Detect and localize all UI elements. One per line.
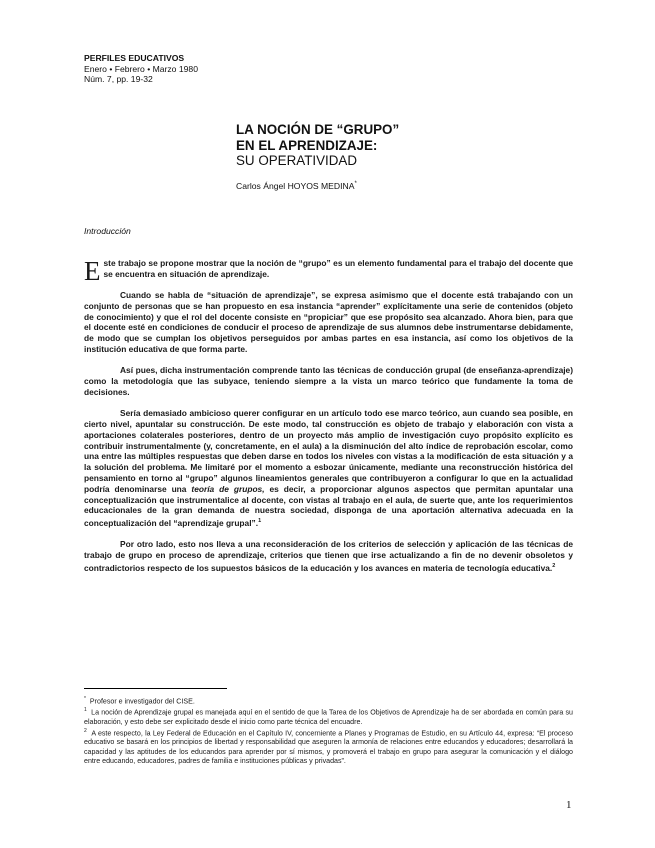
author-name: Carlos Ángel HOYOS MEDINA: [236, 181, 355, 191]
footnote-ref-2: 2: [552, 562, 556, 569]
footnote-1-text: La noción de Aprendizaje grupal es manejada aquí en el sentido de que la Tarea de los Objetivos de Aprendizaje ha de ser abordada en común para su elaboración, y esto debe ser explicitado desde el inicio como parte técnica del encuadre.: [84, 708, 573, 726]
paragraph-4: [84, 408, 573, 529]
author-footnote-mark: *: [354, 181, 357, 188]
footnote-1-mark: 1: [84, 707, 87, 714]
article-title-block: [236, 122, 400, 191]
section-heading: Introducción: [84, 226, 131, 236]
journal-header: [84, 53, 198, 85]
footnote-1: [84, 706, 573, 727]
paragraph-4-text-b: es decir, a proporcionar algunos aspectos que permitan apuntalar una conceptualización que instrumentalice al docente, con vistas al trabajo en el aula, de suerte que, ante los requerimientos educacionales de la gran demanda de nuestra sociedad, disponga de una aportación alternativa adecuada en la conceptualización del “aprendizaje grupal”.: [84, 483, 574, 529]
footnote-ref-1: 1: [258, 518, 262, 525]
footnote-author: [84, 695, 573, 706]
paragraph-2: Cuando se habla de “situación de aprendizaje”, se expresa asimismo que el docente está trabajando con un conjunto de personas que se han propuesto en esa instancia “aprender” explícitamente una serie de contenidos (objeto de conocimiento) y que el rol del docente consiste en “propiciar” que ese propósito sea alcanzado. Ahora bien, para que el docente esté en condiciones de conducir el proceso de aprendizaje de sus alumnos debe instrumentarse debidamente, de modo que se cumplan los objetivos perseguidos por ambas partes en esa instancia, así como los objetivos de la institución educativa de que forma parte.: [84, 290, 573, 355]
paragraph-3: Así pues, dicha instrumentación comprende tanto las técnicas de conducción grupal (de enseñanza-aprendizaje) como la metodología que las subyace, teniendo siempre a la vista un marco teórico que fundamente la toma de decisiones.: [84, 365, 573, 397]
paragraph-1-text: ste trabajo se propone mostrar que la noción de “grupo” es un elemento fundamental para el trabajo del docente que se encuentra en situación de aprendizaje.: [103, 258, 573, 279]
paragraph-1: [84, 256, 573, 286]
paragraph-5-text: Por otro lado, esto nos lleva a una reconsideración de los criterios de selección y aplicación de las técnicas de trabajo de grupo en proceso de aprendizaje, criterios que tienen que irse actualizando a fin de no devenir obsoletos y contradictorios respecto de los supuestos básicos de la educación y los avances en materia de tecnología educativa.: [84, 539, 573, 573]
author-line: [236, 181, 357, 191]
footnote-2: [84, 727, 573, 766]
article-body: [84, 258, 573, 584]
footnote-author-text: Profesor e investigador del CISE.: [89, 697, 195, 706]
title-line-2: EN EL APRENDIZAJE:: [236, 137, 378, 153]
footnote-2-mark: 2: [84, 728, 87, 734]
page-number: 1: [566, 799, 572, 811]
title-line-1: LA NOCIÓN DE “GRUPO”: [236, 122, 400, 137]
footnote-2-text: A este respecto, la Ley Federal de Educación en el Capítulo IV, concerniente a Planes y Programas de Estudio, en su Artículo 44, expresa: “El proceso educativo se basará en los principios de libertad y responsabilidad que aseguren la armonía de relaciones entre educandos y educadores; desarrollará la capacidad y las aptitudes de los educandos para aprender por sí mismos, y promoverá el trabajo en grupo para asegurar la comunicación y el diálogo entre educando, educadores, padres de familia e instituciones públicas y privadas”.: [84, 729, 573, 765]
footnotes: [84, 695, 573, 766]
footnote-divider: [84, 688, 227, 689]
journal-issue-date: Enero • Febrero • Marzo 1980: [84, 63, 198, 74]
paragraph-4-text-a: Sería demasiado ambicioso querer configurar en un artículo todo ese marco teórico, aun cuando sea posible, en cierto nivel, apuntalar su construcción. De este modo, tal construcción es objeto de trabajo y elaboración con vista a aportaciones colaterales posteriores, dentro de un proyecto más amplio de investigación cuyo propósito explícito es contribuir instrumentalmente (y, concretamente, en el aula) a la disminución del alto índice de reprobación escolar, como una entre las múltiples respuestas que deben darse en todos los niveles con vistas a la modificación de esta situación y a la solución del problema. Me limitaré por el momento a esbozar únicamente, mediante una reconstrucción histórica del pensamiento en torno al “grupo” algunos lineamientos generales que contribuyeron a configurar lo que en la actualidad podría denominarse una: [84, 408, 573, 494]
journal-number-pages: Núm. 7, pp. 19-32: [84, 74, 153, 85]
drop-cap: E: [84, 256, 101, 286]
journal-name: PERFILES EDUCATIVOS: [84, 53, 185, 63]
paragraph-5: [84, 539, 573, 573]
title-line-3: SU OPERATIVIDAD: [236, 153, 358, 169]
paragraph-4-italic: teoría de grupos,: [191, 483, 265, 494]
footnote-author-mark: *: [84, 696, 86, 702]
